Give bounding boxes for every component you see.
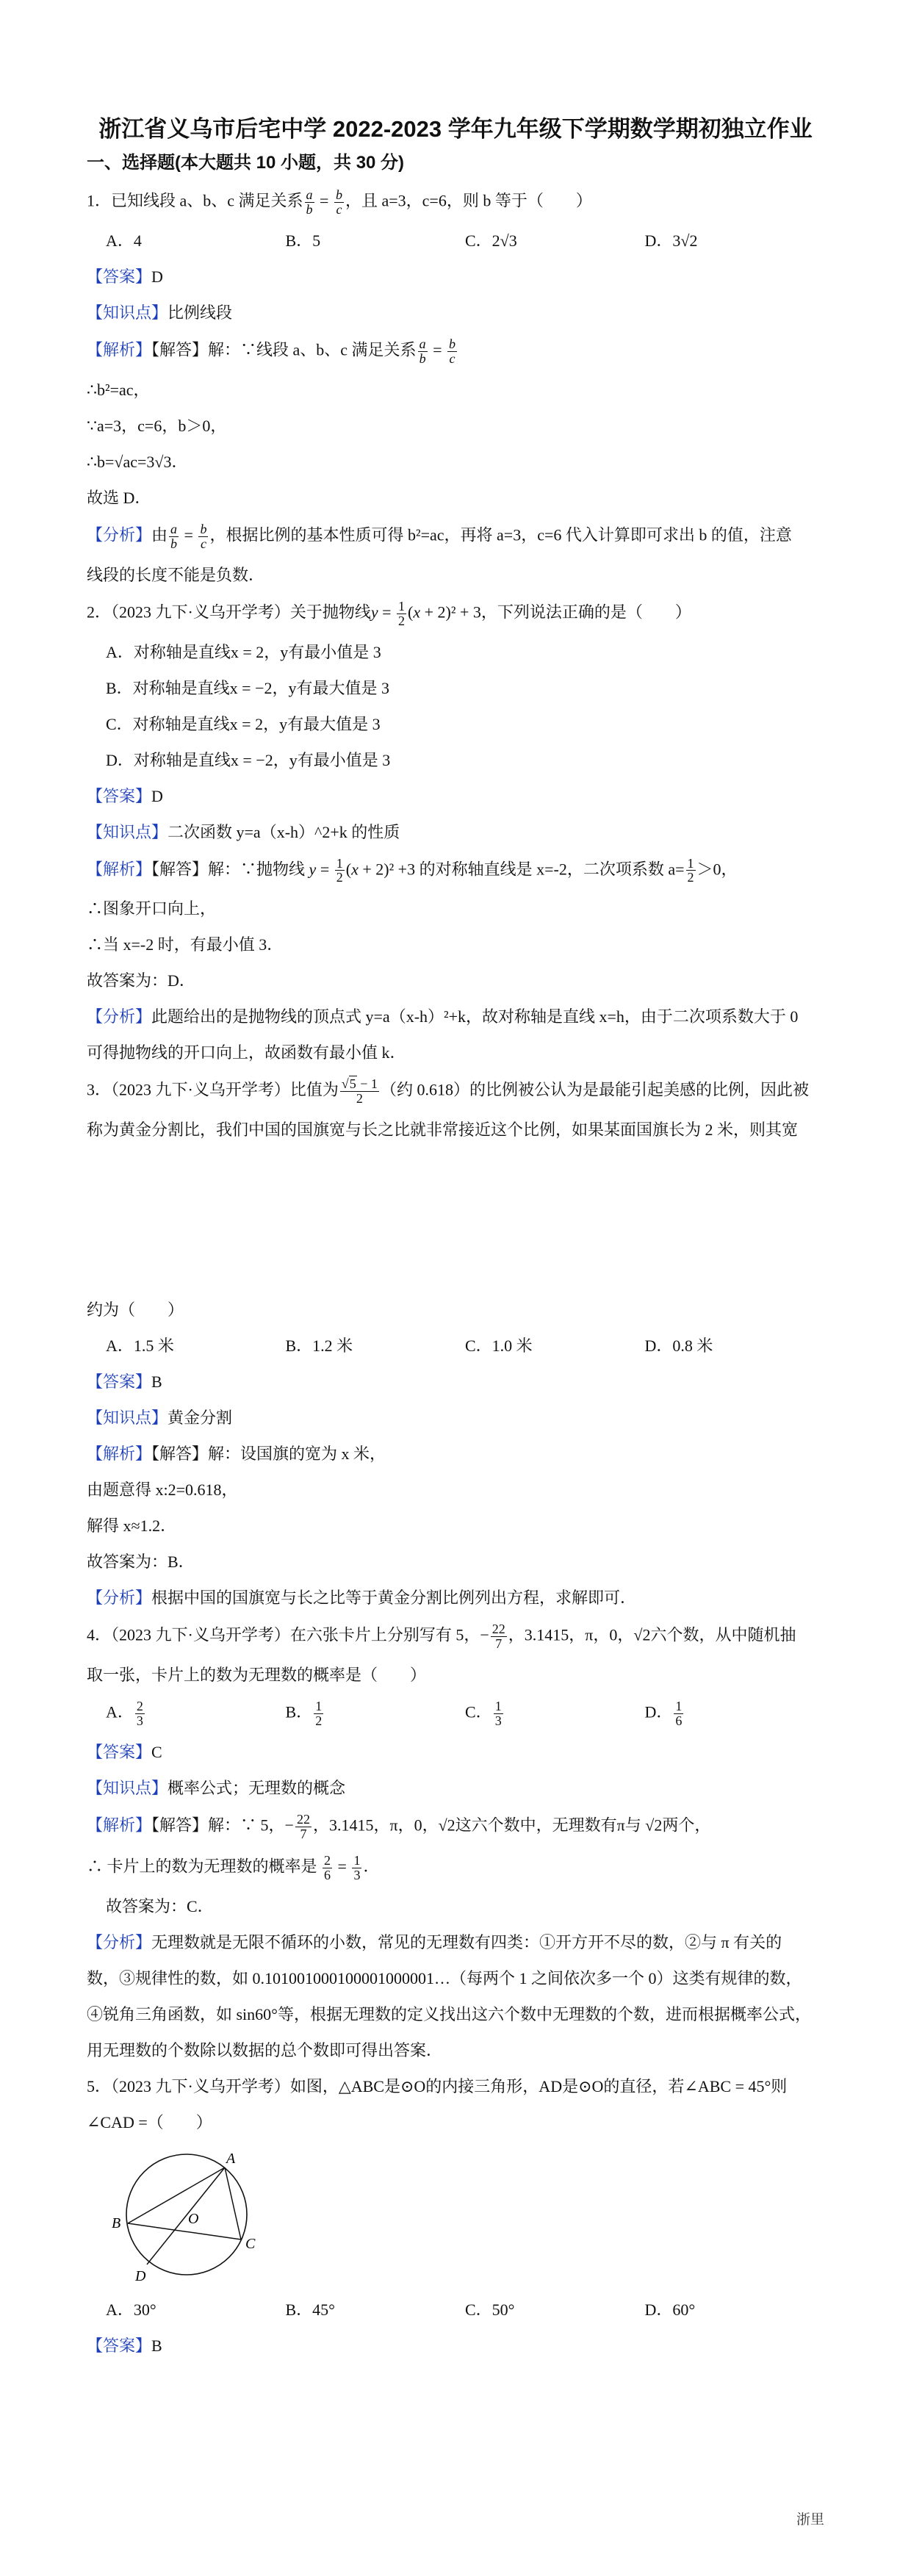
q4-answer: 【答案】C: [87, 1743, 162, 1761]
q1-option-c: C．2√3: [465, 231, 517, 250]
q1-option-a: A．4: [106, 231, 142, 250]
q2-option-c: C．对称轴是直线x = 2，y有最大值是 3: [106, 714, 381, 733]
q4-options: [87, 1699, 824, 1728]
q2-summary: 【分析】此题给出的是抛物线的顶点式 y=a（x-h）²+k，故对称轴是直线 x=h，由于二次项系数大于 0: [87, 1007, 799, 1026]
q1-step: ∴b=√ac=3√3．: [87, 452, 188, 471]
diameter-ad: [147, 2167, 225, 2264]
page-footer: 浙里: [796, 2512, 824, 2528]
circle-diagram: [106, 2147, 267, 2287]
segment-ac: [225, 2167, 241, 2239]
q5-answer: 【答案】B: [87, 2336, 162, 2355]
q2-knowledge: 【知识点】二次函数 y=a（x-h）^2+k 的性质: [87, 822, 400, 841]
blank-gap: [87, 1154, 824, 1298]
segment-bc: [128, 2223, 241, 2239]
q3-stem: 3．（2023 九下·义乌开学考）比值为 $\frac{√5 - 1}{2}$ （约 0.618）的比例被公认为是最能引起美感的比例，因此被: [87, 1076, 809, 1107]
q1-answer: 【答案】D: [87, 267, 163, 286]
q2-stem: 2．（2023 九下·义乌开学考）关于抛物线y = $\frac{1}{2}$ (x + 2)² + 3，下列说法正确的是（ ）: [87, 598, 691, 628]
q3-options: [87, 1334, 824, 1358]
q3-summary: 【分析】根据中国的国旗宽与长之比等于黄金分割比例列出方程，求解即可．: [87, 1589, 637, 1608]
q5-stem: 5．（2023 九下·义乌开学考）如图，△ABC是⊙O的内接三角形，AD是⊙O的直径，若∠ABC = 45°则: [87, 2076, 788, 2095]
q1-summary: 【分析】由 $\frac{a}{b}$ = $\frac{b}{c}$ ，根据比例的基本性质可得 b²=ac，再将 a=3，c=6 代入计算即可求出 b 的值，注意: [87, 521, 792, 551]
q5-options: [87, 2298, 824, 2322]
q4-step: 故答案为：C．: [106, 1896, 214, 1915]
label-c: C: [245, 2235, 256, 2252]
label-d: D: [135, 2267, 146, 2284]
segment-ab: [128, 2167, 225, 2223]
q1-option-b: B．5: [285, 231, 321, 250]
q4-option-d: D． $\frac{1}{6}$: [644, 1699, 683, 1729]
page-title: 浙江省义乌市后宅中学 2022-2023 学年九年级下学期数学期初独立作业: [98, 116, 813, 142]
q1-step: ∵a=3，c=6，b＞0，: [87, 416, 227, 435]
label-a: A: [226, 2150, 236, 2167]
q3-option-d: D．0.8 米: [644, 1336, 713, 1356]
q2-option-a: A．对称轴是直线x = 2，y有最小值是 3: [106, 642, 381, 661]
q2-option-b: B．对称轴是直线x = −2，y有最大值是 3: [106, 678, 389, 697]
q4-option-a: A． $\frac{2}{3}$: [106, 1699, 143, 1729]
section-heading: 一、选择题(本大题共 10 小题，共 30 分): [87, 153, 405, 173]
q5-stem-cont: ∠CAD =（ ）: [87, 2112, 212, 2131]
circle-figure: [106, 2147, 267, 2287]
q3-stem-cont: 称为黄金分割比，我们中国的国旗宽与长之比就非常接近这个比例，如果某面国旗长为 2 米，则其宽: [87, 1120, 799, 1140]
q5-option-a: A．30°: [106, 2300, 156, 2319]
q3-option-c: C．1.0 米: [465, 1336, 533, 1356]
q5-option-c: C．50°: [465, 2300, 515, 2319]
q3-step: 由题意得 x:2=0.618，: [87, 1481, 238, 1500]
q4-stem-cont: 取一张，卡片上的数为无理数的概率是（ ）: [87, 1666, 427, 1685]
q1-stem: 1．已知线段 a、b、c 满足关系 $\frac{a}{b}$ = $\frac{b}{c}$ ，且 a=3，c=6，则 b 等于（ ）: [87, 187, 592, 217]
q4-probability: ∴ 卡片上的数为无理数的概率是 $\frac{2}{6}$ = $\frac{1}{3}$ ．: [87, 1852, 380, 1882]
q3-option-a: A．1.5 米: [106, 1336, 174, 1356]
q3-step: 解得 x≈1.2．: [87, 1517, 177, 1536]
q4-stem: 4．（2023 九下·义乌开学考）在六张卡片上分别写有 5，− $\frac{22}{7}$ ，3.1415，π，0，√2六个数，从中随机抽: [87, 1622, 796, 1652]
q1-step: 故选 D．: [87, 488, 151, 507]
q1-summary-cont: 线段的长度不能是负数．: [87, 565, 265, 584]
q3-knowledge: 【知识点】黄金分割: [87, 1408, 233, 1428]
q2-summary-cont: 可得抛物线的开口向上，故函数有最小值 k．: [87, 1043, 406, 1062]
q3-step: 故答案为：B．: [87, 1553, 195, 1572]
q1-option-d: D．3√2: [644, 231, 698, 250]
q4-summary-cont: 用无理数的个数除以数据的总个数即可得出答案．: [87, 2040, 443, 2059]
q4-knowledge: 【知识点】概率公式；无理数的概念: [87, 1779, 346, 1797]
q3-solution: 【解析】【解答】解：设国旗的宽为 x 米，: [87, 1444, 386, 1464]
q5-option-d: D．60°: [644, 2300, 696, 2319]
q4-summary-cont: ④锐角三角函数，如 sin60°等，根据无理数的定义找出这六个数中无理数的个数，进而根据概率公式，: [87, 2004, 811, 2023]
q1-knowledge: 【知识点】比例线段: [87, 303, 233, 322]
fraction-a-over-b: $\frac{a}{b}$: [306, 187, 313, 217]
q2-option-d: D．对称轴是直线x = −2，y有最小值是 3: [106, 750, 391, 769]
q4-summary: 【分析】无理数就是无限不循环的小数，常见的无理数有四类：①开方开不尽的数，②与 π 有关的: [87, 1932, 782, 1951]
q4-option-c: C． $\frac{1}{3}$: [465, 1699, 502, 1729]
q3-option-b: B．1.2 米: [285, 1336, 353, 1356]
q2-solution: 【解析】【解答】解：∵抛物线 y = $\frac{1}{2}$ (x + 2)² +3 的对称轴直线是 x=-2，二次项系数 a= $\frac{1}{2}$ ＞0，: [87, 855, 738, 885]
q4-option-b: B． $\frac{1}{2}$: [285, 1699, 323, 1729]
q4-solution: 【解析】【解答】解：∵ 5，− $\frac{22}{7}$ ，3.1415，π，0，√2这六个数中，无理数有π与 √2两个，: [87, 1812, 711, 1841]
q2-answer: 【答案】D: [87, 786, 163, 805]
fraction-b-over-c: $\frac{b}{c}$: [335, 187, 342, 217]
q2-step: ∴图象开口向上，: [87, 899, 217, 918]
label-o: O: [188, 2210, 199, 2227]
label-b: B: [112, 2215, 121, 2231]
q2-step: 故答案为：D．: [87, 971, 195, 990]
q3-answer: 【答案】B: [87, 1372, 162, 1392]
q5-option-b: B．45°: [285, 2300, 335, 2319]
q1-solution: 【解析】【解答】解：∵线段 a、b、c 满足关系 $\frac{a}{b}$ = $\frac{b}{c}$: [87, 336, 456, 366]
q1-options: [87, 229, 824, 253]
q3-stem-end: 约为（ ）: [87, 1300, 184, 1320]
q4-summary-cont: 数，③规律性的数，如 0.101001000100001000001…（每两个 1 之间依次多一个 0）这类有规律的数，: [87, 1968, 802, 1987]
q2-step: ∴当 x=-2 时，有最小值 3．: [87, 935, 284, 954]
q1-step: ∴b²=ac，: [87, 380, 150, 399]
